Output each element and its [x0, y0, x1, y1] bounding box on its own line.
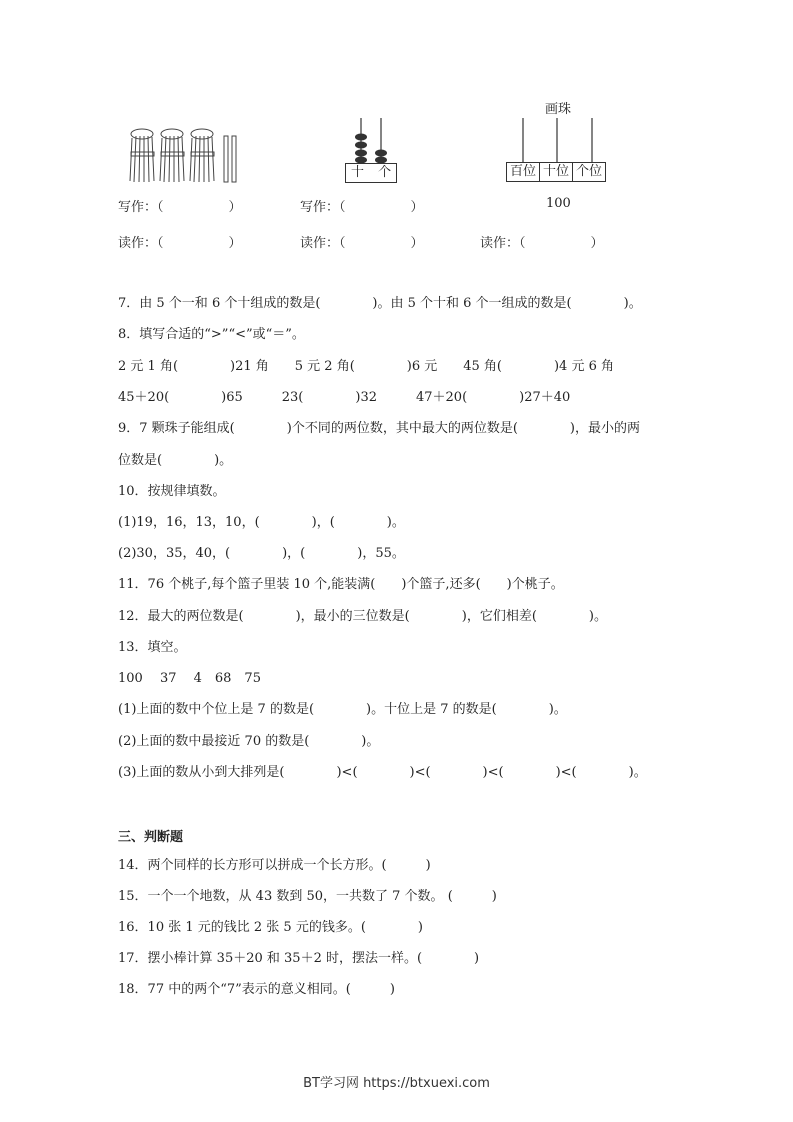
question-8: 8．填写合适的“>”“<”或“＝”。 — [118, 327, 305, 342]
question-13-part-2: (2)上面的数中最接近 70 的数是( )。 — [118, 734, 380, 749]
read-answer-3[interactable]: 读作：（ ） — [480, 236, 604, 251]
question-9-continued: 位数是( )。 — [118, 453, 233, 468]
question-14: 14．两个同样的长方形可以拼成一个长方形。( ) — [118, 858, 431, 873]
question-11: 11．76 个桃子,每个篮子里装 10 个,能装满( )个篮子,还多( )个桃子。 — [118, 577, 564, 592]
place-ones: 个位 — [576, 164, 603, 179]
question-9: 9．7 颗珠子能组成( )个不同的两位数，其中最大的两位数是( )，最小的两 — [118, 421, 640, 436]
question-13-numbers: 100 37 4 68 75 — [118, 671, 261, 686]
question-10: 10．按规律填数。 — [118, 484, 226, 499]
abacus-figure — [345, 116, 397, 186]
question-10-part-1: (1)19，16，13，10，( )，( )。 — [118, 515, 405, 530]
question-8-row-2: 45＋20( )65 23( )32 47＋20( )27＋40 — [118, 390, 571, 405]
question-18: 18．77 中的两个“7”表示的意义相同。( ) — [118, 982, 395, 997]
question-13-part-3: (3)上面的数从小到大排列是( )<( )<( )<( )<( )。 — [118, 765, 647, 780]
question-10-part-2: (2)30，35，40，( )，( )，55。 — [118, 546, 405, 561]
question-16: 16．10 张 1 元的钱比 2 张 5 元的钱多。( ) — [118, 920, 423, 935]
stick-bundles-figure — [128, 126, 248, 186]
question-15: 15．一个一个地数，从 43 数到 50，一共数了 7 个数。 ( ) — [118, 889, 497, 904]
question-13: 13．填空。 — [118, 640, 187, 655]
question-7: 7．由 5 个一和 6 个十组成的数是( )。由 5 个十和 6 个一组成的数是( )。 — [118, 296, 642, 311]
question-12: 12．最大的两位数是( )，最小的三位数是( )，它们相差( )。 — [118, 609, 607, 624]
abacus-base — [345, 163, 397, 183]
question-8-row-1: 2 元 1 角( )21 角 5 元 2 角( )6 元 45 角( )4 元 6 角 — [118, 359, 614, 374]
read-answer-1[interactable]: 读作：（ ） — [118, 236, 242, 251]
question-13-part-1: (1)上面的数中个位上是 7 的数是( )。十位上是 7 的数是( )。 — [118, 702, 567, 717]
place-hundreds: 百位 — [507, 163, 540, 181]
place-value-chart — [506, 162, 606, 182]
question-17: 17．摆小棒计算 35＋20 和 35＋2 时，摆法一样。( ) — [118, 951, 480, 966]
draw-beads-title: 画珠 — [545, 102, 572, 117]
place-value-rods — [506, 118, 610, 162]
place-value-number: 100 — [546, 196, 571, 211]
footer-watermark: BT学习网 https://btxuexi.com — [303, 1076, 490, 1091]
write-answer-1[interactable]: 写作：（ ） — [118, 200, 242, 215]
place-tens: 十位 — [540, 163, 573, 181]
section-3-title: 三、判断题 — [118, 830, 184, 845]
abacus-label-tens: 十 — [351, 165, 365, 180]
write-answer-2[interactable]: 写作：（ ） — [300, 200, 424, 215]
read-answer-2[interactable]: 读作：（ ） — [300, 236, 424, 251]
abacus-label-ones: 个 — [378, 165, 392, 180]
